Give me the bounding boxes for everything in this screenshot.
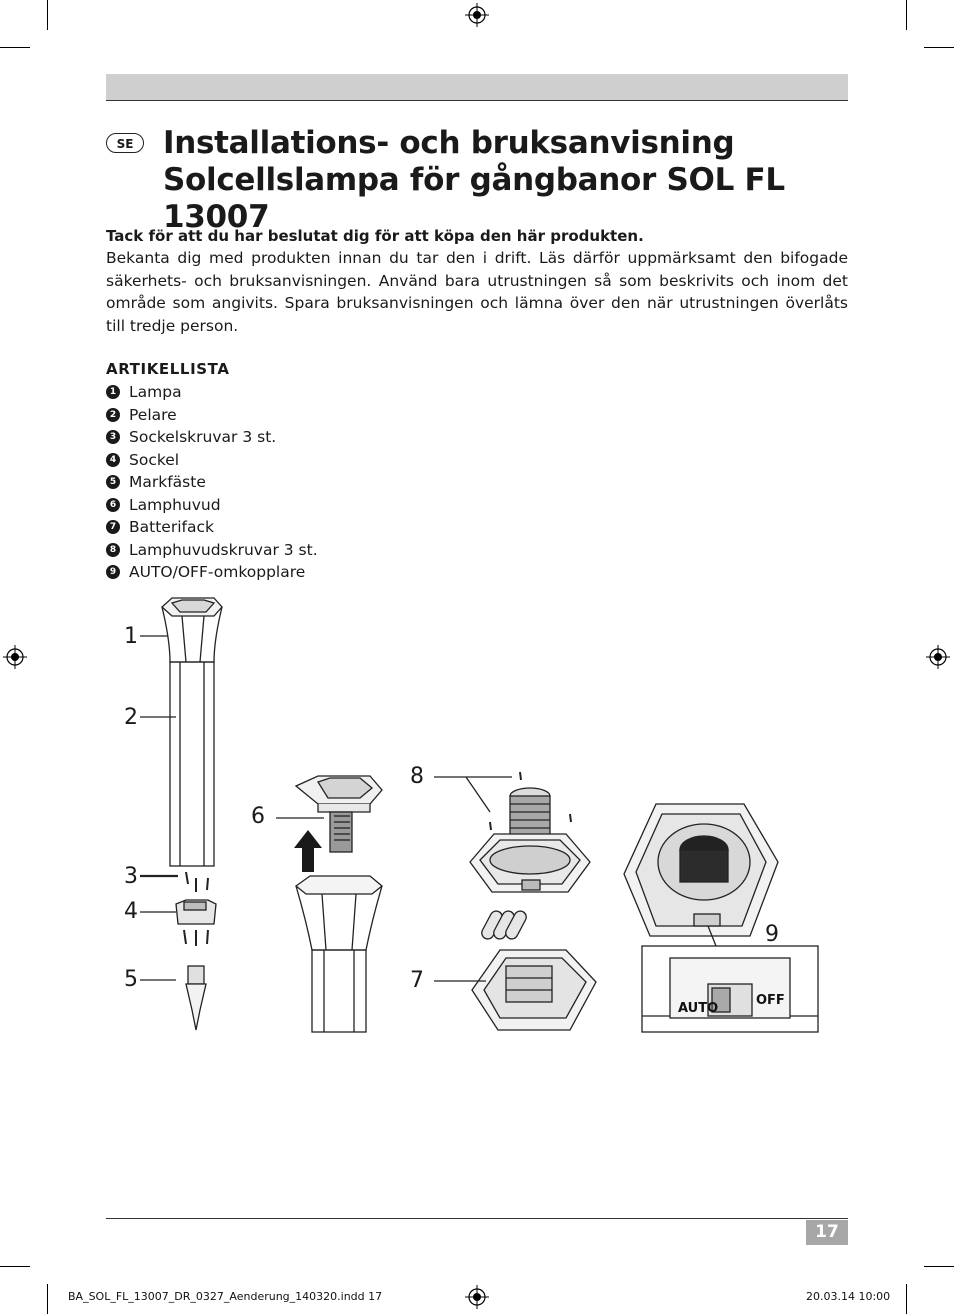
part-label: Lampa	[129, 383, 182, 402]
print-slug-date: 20.03.14 10:00	[806, 1290, 891, 1303]
lamp-head-underside	[624, 804, 818, 1032]
callout-9: 9	[765, 922, 779, 947]
callout-3: 3	[124, 864, 138, 889]
part-number: 2	[106, 408, 120, 422]
footer-rule	[106, 1218, 848, 1219]
up-arrow-icon	[294, 830, 322, 872]
part-label: Sockel	[129, 450, 180, 469]
part-number: 9	[106, 565, 120, 579]
ground-spike	[186, 966, 206, 1030]
lamp-head-assembly	[296, 776, 382, 1032]
part-label: Lamphuvud	[129, 495, 221, 514]
intro-paragraph: Bekanta dig med produkten innan du tar den i drift. Läs därför uppmärksamt den bifogade säkerhets- och bruksanvisningen. Använd bara utrustningen så som beskrivits och inom det område som angivits. Spara bruksanvisningen och lämna över den när utrustningen överlåts till tredje person.	[106, 249, 848, 336]
callout-7: 7	[410, 968, 424, 993]
part-number: 6	[106, 498, 120, 512]
part-label: Markfäste	[129, 473, 206, 492]
switch-auto-label: AUTO	[678, 1001, 719, 1016]
title-line-2: Solcellslampa för gångbanor SOL FL 13007	[163, 162, 785, 235]
part-number: 5	[106, 475, 120, 489]
part-number: 4	[106, 453, 120, 467]
lamp-head-top	[470, 772, 590, 892]
callout-2: 2	[124, 705, 138, 730]
part-number: 3	[106, 430, 120, 444]
part-number: 7	[106, 520, 120, 534]
print-slug-file: BA_SOL_FL_13007_DR_0327_Aenderung_140320.indd 17	[68, 1290, 383, 1303]
battery-compartment	[472, 909, 596, 1030]
callout-8: 8	[410, 764, 424, 789]
part-label: Sockelskruvar 3 st.	[129, 428, 277, 447]
lamp-assembly	[162, 598, 222, 866]
callout-5: 5	[124, 967, 138, 992]
language-badge: SE	[106, 133, 144, 153]
part-label: AUTO/OFF-omkopplare	[129, 563, 306, 582]
page-number: 17	[806, 1220, 848, 1245]
part-label: Batterifack	[129, 518, 214, 537]
parts-heading: ARTIKELLISTA	[106, 360, 230, 378]
base-socket	[176, 900, 216, 946]
intro-lead: Tack för att du har beslutat dig för att köpa den här produkten.	[106, 227, 644, 245]
part-label: Pelare	[129, 405, 177, 424]
part-label: Lamphuvudskruvar 3 st.	[129, 540, 318, 559]
base-screws	[186, 872, 208, 892]
part-number: 1	[106, 385, 120, 399]
switch-off-label: OFF	[756, 993, 785, 1008]
title-line-1: Installations- och bruksanvisning	[163, 125, 735, 161]
callout-1: 1	[124, 624, 138, 649]
callout-4: 4	[124, 899, 138, 924]
part-number: 8	[106, 543, 120, 557]
callout-6: 6	[251, 804, 265, 829]
